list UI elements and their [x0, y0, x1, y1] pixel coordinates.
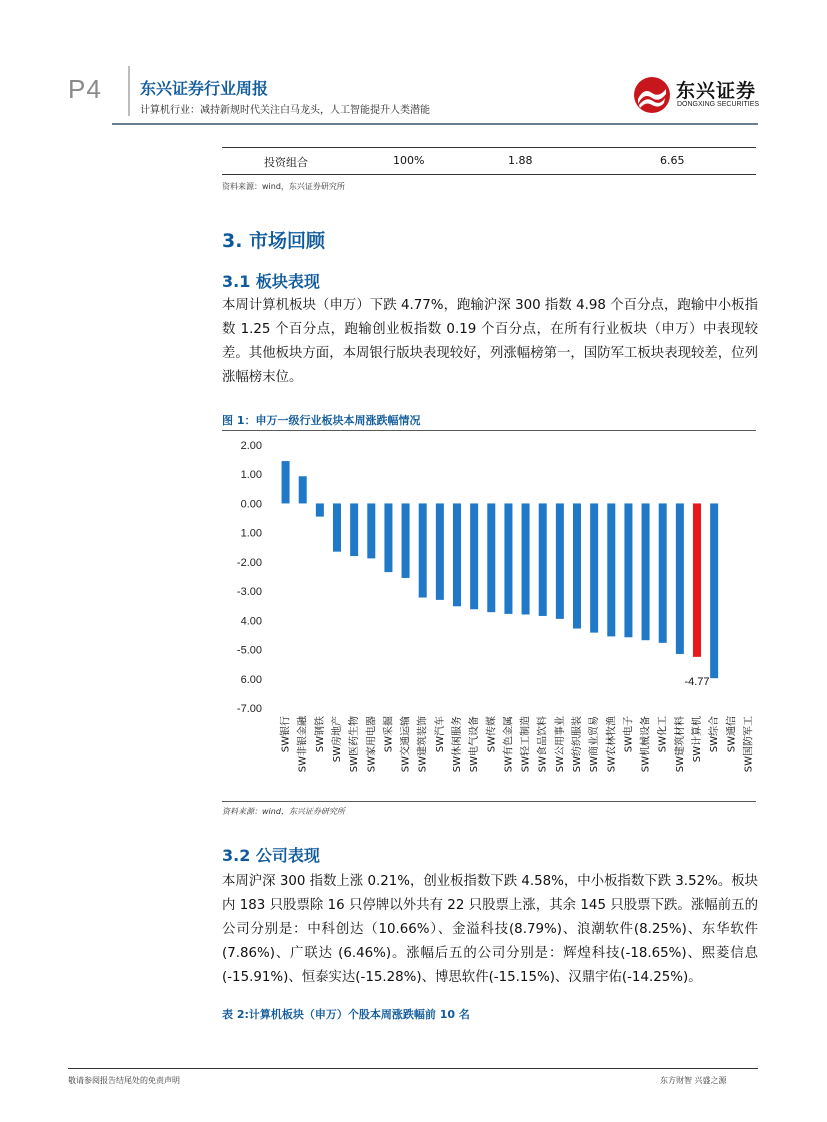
y-tick-label: 2.00 — [240, 440, 262, 452]
y-tick-label: 6.00 — [240, 673, 262, 686]
bar-9 — [436, 503, 444, 599]
bar-21 — [642, 503, 650, 640]
bar-2 — [316, 503, 324, 516]
bar-25 — [710, 503, 718, 678]
x-tick-label: SW建筑装饰 — [417, 716, 429, 773]
figure-rule-bottom — [222, 801, 756, 802]
footer-disclaimer: 敬请参阅报告结尾处的免责声明 — [68, 1076, 180, 1085]
x-tick-label: SW商业贸易 — [589, 716, 601, 773]
bar-18 — [590, 503, 598, 632]
bar-6 — [384, 503, 392, 572]
bar-15 — [539, 503, 547, 616]
x-tick-label: SW国防军工 — [743, 716, 755, 773]
x-tick-label: SW农林牧渔 — [606, 716, 618, 773]
x-tick-label: SW汽车 — [434, 716, 446, 753]
x-tick-label: SW建筑材料 — [674, 716, 686, 773]
x-tick-label: SW电子 — [623, 716, 635, 753]
table-source-note: 资料来源：wind，东兴证券研究所 — [222, 182, 345, 191]
x-tick-label: SW采掘 — [383, 716, 395, 753]
table-rule-top — [222, 147, 756, 148]
figure-rule-top — [222, 430, 756, 431]
bar-22 — [659, 503, 667, 642]
x-tick-label: SW有色金属 — [503, 716, 515, 773]
x-tick-label: SW综合 — [709, 716, 721, 753]
x-tick-label: SW通信 — [726, 716, 738, 753]
y-tick-label: 1.00 — [240, 527, 262, 540]
x-tick-label: SW机械设备 — [640, 716, 652, 773]
x-tick-label: SW纺织服装 — [572, 716, 583, 773]
figure-source-note: 资料来源：wind，东兴证券研究所 — [222, 807, 345, 816]
y-tick-label: 0.00 — [240, 498, 262, 511]
logo-text-en: DONGXING SECURITIES — [677, 101, 760, 108]
table-rule-bottom — [222, 174, 756, 175]
bar-7 — [402, 503, 410, 578]
table-2-title: 表 2:计算机板块（申万）个股本周涨跌幅前 10 名 — [222, 1008, 470, 1021]
x-tick-label: SW轻工制造 — [520, 716, 532, 773]
subsection-heading-company: 3.2 公司表现 — [222, 846, 320, 865]
figure-title: 图 1：申万一级行业板块本周涨跌幅情况 — [222, 414, 421, 427]
x-tick-label: SW公用事业 — [554, 716, 566, 773]
bar-3 — [333, 503, 341, 551]
table-cell-value-1: 1.88 — [508, 154, 533, 167]
bar-4 — [350, 503, 358, 556]
y-tick-label: -5.00 — [236, 644, 262, 657]
x-tick-label: SW交通运输 — [400, 716, 412, 773]
header-divider — [128, 66, 130, 116]
x-tick-label: SW传媒 — [486, 716, 498, 753]
header-rule — [112, 123, 758, 125]
table-cell-weight: 100% — [393, 154, 425, 167]
bar-8 — [419, 503, 427, 597]
sector-return-bar-chart — [222, 432, 758, 800]
x-tick-label: SW休闲服务 — [452, 716, 463, 773]
report-subtitle: 计算机行业：减持新规时代关注白马龙头，人工智能提升人类潜能 — [140, 105, 430, 116]
company-performance-paragraph: 本周沪深 300 指数上涨 0.21%，创业板指数下跌 4.58%，中小板指数下跌 3.52%。板块内 183 只股票除 16 只停牌以外共有 22 只股票上涨，其余 145 只股票下跌。涨幅前五的公司分别是：中科创达（10.66%）、金溢科技(8.79%)、浪潮软件(8.25%)、东华软件(7.86%)、广联达 (6.46%)。涨幅后五的公司分别是：辉煌科技(-18.65%)、熙菱信息(-15.91%)、恒泰实达(-15.28%)、博思软件(-15.15%)、汉鼎宇佑(-14.25%)。 — [222, 874, 759, 985]
x-tick-label: SW电气设备 — [469, 716, 481, 773]
bar-11 — [470, 503, 478, 609]
bar-20 — [624, 503, 632, 637]
bar-23 — [676, 503, 684, 653]
table-cell-portfolio: 投资组合 — [264, 156, 308, 169]
x-tick-label: SW家用电器 — [366, 716, 378, 773]
bar-19 — [607, 503, 615, 636]
bar-13 — [504, 503, 512, 613]
bar-10 — [453, 503, 461, 606]
x-tick-label: SW钢铁 — [314, 716, 326, 753]
bar-5 — [367, 503, 375, 558]
bar-0 — [282, 461, 290, 503]
x-tick-label: SW非银金融 — [297, 716, 309, 773]
bar-24 — [693, 503, 701, 656]
x-tick-label: SW化工 — [657, 716, 669, 753]
bar-1 — [299, 476, 307, 503]
sector-performance-paragraph: 本周计算机板块（申万）下跌 4.77%，跑输沪深 300 指数 4.98 个百分点，跑输中小板指数 1.25 个百分点，跑输创业板指数 0.19 个百分点，在所有行业板块（申万）中表现较差。其他板块方面，本周银行版块表现较好，列涨幅榜第一，国防军工板块表现较差，位列涨幅榜末位。 — [222, 298, 758, 385]
footer-rule — [68, 1068, 758, 1069]
x-tick-label: SW房地产 — [332, 716, 343, 763]
bar-14 — [522, 503, 530, 614]
x-tick-label: SW医药生物 — [349, 716, 361, 773]
report-title: 东兴证券行业周报 — [140, 79, 269, 98]
x-tick-label: SW计算机 — [692, 716, 703, 763]
section-heading-market-review: 3. 市场回顾 — [222, 230, 326, 252]
y-tick-label: -2.00 — [236, 556, 262, 569]
bar-17 — [573, 503, 581, 628]
subsection-heading-sector: 3.1 板块表现 — [222, 272, 320, 291]
x-tick-label: SW食品饮料 — [537, 716, 549, 773]
data-label-highlight: -4.77 — [684, 675, 710, 688]
footer-slogan: 东方财智 兴盛之源 — [660, 1076, 727, 1085]
bar-16 — [556, 503, 564, 618]
page-number: P4 — [68, 74, 102, 104]
y-tick-label: 4.00 — [240, 615, 262, 628]
x-tick-label: SW银行 — [280, 716, 292, 753]
table-cell-value-2: 6.65 — [660, 154, 685, 167]
bar-12 — [487, 503, 495, 612]
logo-text-cn: 东兴证券 — [676, 80, 757, 102]
y-tick-label: -7.00 — [236, 703, 262, 715]
y-tick-label: 1.00 — [240, 469, 262, 482]
y-tick-label: -3.00 — [236, 586, 262, 599]
